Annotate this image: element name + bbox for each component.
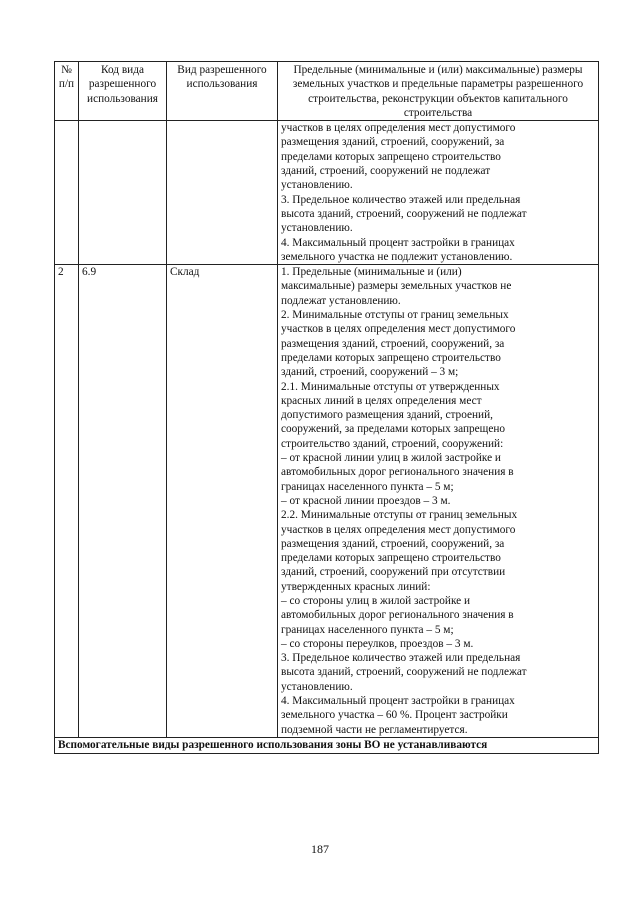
parameter-line: допустимого размещения зданий, строений, xyxy=(281,409,493,422)
parameter-line: установлению. xyxy=(281,222,353,235)
parameter-line: строительство зданий, строений, сооружений: xyxy=(281,437,504,450)
row-number: 2 xyxy=(55,265,79,738)
table-row xyxy=(55,121,599,265)
parameter-line: 2.2. Минимальные отступы от границ земельных xyxy=(281,509,518,522)
auxiliary-uses-note: Вспомогательные виды разрешенного использования зоны ВО не устанавливаются xyxy=(55,737,599,753)
parameter-line: подземной части не регламентируется. xyxy=(281,723,468,736)
parameter-line: установлению. xyxy=(281,680,353,693)
parameter-line: участков в целях определения мест допустимого xyxy=(281,323,516,336)
parameter-line: размещения зданий, строений, сооружений, за xyxy=(281,136,505,149)
parameter-line: – от красной линии улиц в жилой застройке и xyxy=(281,452,501,465)
parameter-line: подлежат установлению. xyxy=(281,294,401,307)
row-use-type xyxy=(167,121,278,265)
row-parameters xyxy=(278,121,599,265)
parameter-line: установлению. xyxy=(281,179,353,192)
regulations-table xyxy=(54,61,599,754)
row-code xyxy=(79,121,167,265)
parameter-line: 2.1. Минимальные отступы от утвержденных xyxy=(281,380,500,393)
parameter-line: участков в целях определения мест допустимого xyxy=(281,122,516,135)
header-code: Код вида разрешенного использования xyxy=(79,62,167,121)
row-code: 6.9 xyxy=(79,265,167,738)
row-parameters xyxy=(278,265,599,738)
parameter-line: максимальные) размеры земельных участков не xyxy=(281,280,512,293)
parameter-line: 1. Предельные (минимальные и (или) xyxy=(281,266,462,279)
parameter-line: 2. Минимальные отступы от границ земельных xyxy=(281,309,509,322)
parameter-line: автомобильных дорог регионального значения в xyxy=(281,466,514,479)
parameter-line: пределами которых запрещено строительство xyxy=(281,150,501,163)
parameter-line: сооружений, за пределами которых запрещено xyxy=(281,423,506,436)
row-number xyxy=(55,121,79,265)
parameter-line: красных линий в целях определения мест xyxy=(281,394,482,407)
parameter-line: 3. Предельное количество этажей или предельная xyxy=(281,193,521,206)
parameter-line: 4. Максимальный процент застройки в границах xyxy=(281,236,515,249)
parameter-line: пределами которых запрещено строительство xyxy=(281,552,501,565)
parameter-line: зданий, строений, сооружений при отсутствии xyxy=(281,566,506,579)
parameter-line: высота зданий, строений, сооружений не подлежат xyxy=(281,207,527,220)
parameter-line: участков в целях определения мест допустимого xyxy=(281,523,516,536)
parameter-line: утвержденных красных линий: xyxy=(281,580,431,593)
parameter-line: 3. Предельное количество этажей или предельная xyxy=(281,652,521,665)
parameter-line: границах населенного пункта – 5 м; xyxy=(281,623,454,636)
table-footer-row xyxy=(55,737,599,753)
parameter-line: – от красной линии проездов – 3 м. xyxy=(281,494,451,507)
parameter-line: зданий, строений, сооружений – 3 м; xyxy=(281,366,459,379)
page-number: 187 xyxy=(311,842,329,856)
parameter-line: границах населенного пункта – 5 м; xyxy=(281,480,454,493)
parameter-line: земельного участка – 60 %. Процент застройки xyxy=(281,709,508,722)
header-parameters: Предельные (минимальные и (или) максимальные) размеры земельных участков и предельные параметры разрешенного строительства, реконструкции объектов капитального строительства xyxy=(278,62,599,121)
parameter-line: 4. Максимальный процент застройки в границах xyxy=(281,695,515,708)
parameter-line: – со стороны переулков, проездов – 3 м. xyxy=(281,637,474,650)
table-row xyxy=(55,265,599,738)
table-header-row xyxy=(55,62,599,121)
row-use-type: Склад xyxy=(167,265,278,738)
parameter-line: – со стороны улиц в жилой застройке и xyxy=(281,594,471,607)
parameter-line: земельного участка не подлежит установлению. xyxy=(281,250,513,263)
parameter-line: размещения зданий, строений, сооружений, за xyxy=(281,337,505,350)
header-use-type: Вид разрешенного использования xyxy=(167,62,278,121)
parameter-line: пределами которых запрещено строительство xyxy=(281,351,501,364)
header-number: № п/п xyxy=(55,62,79,121)
parameter-line: размещения зданий, строений, сооружений, за xyxy=(281,537,505,550)
parameter-line: зданий, строений, сооружений не подлежат xyxy=(281,165,491,178)
parameter-line: высота зданий, строений, сооружений не подлежат xyxy=(281,666,527,679)
parameter-line: автомобильных дорог регионального значения в xyxy=(281,609,514,622)
